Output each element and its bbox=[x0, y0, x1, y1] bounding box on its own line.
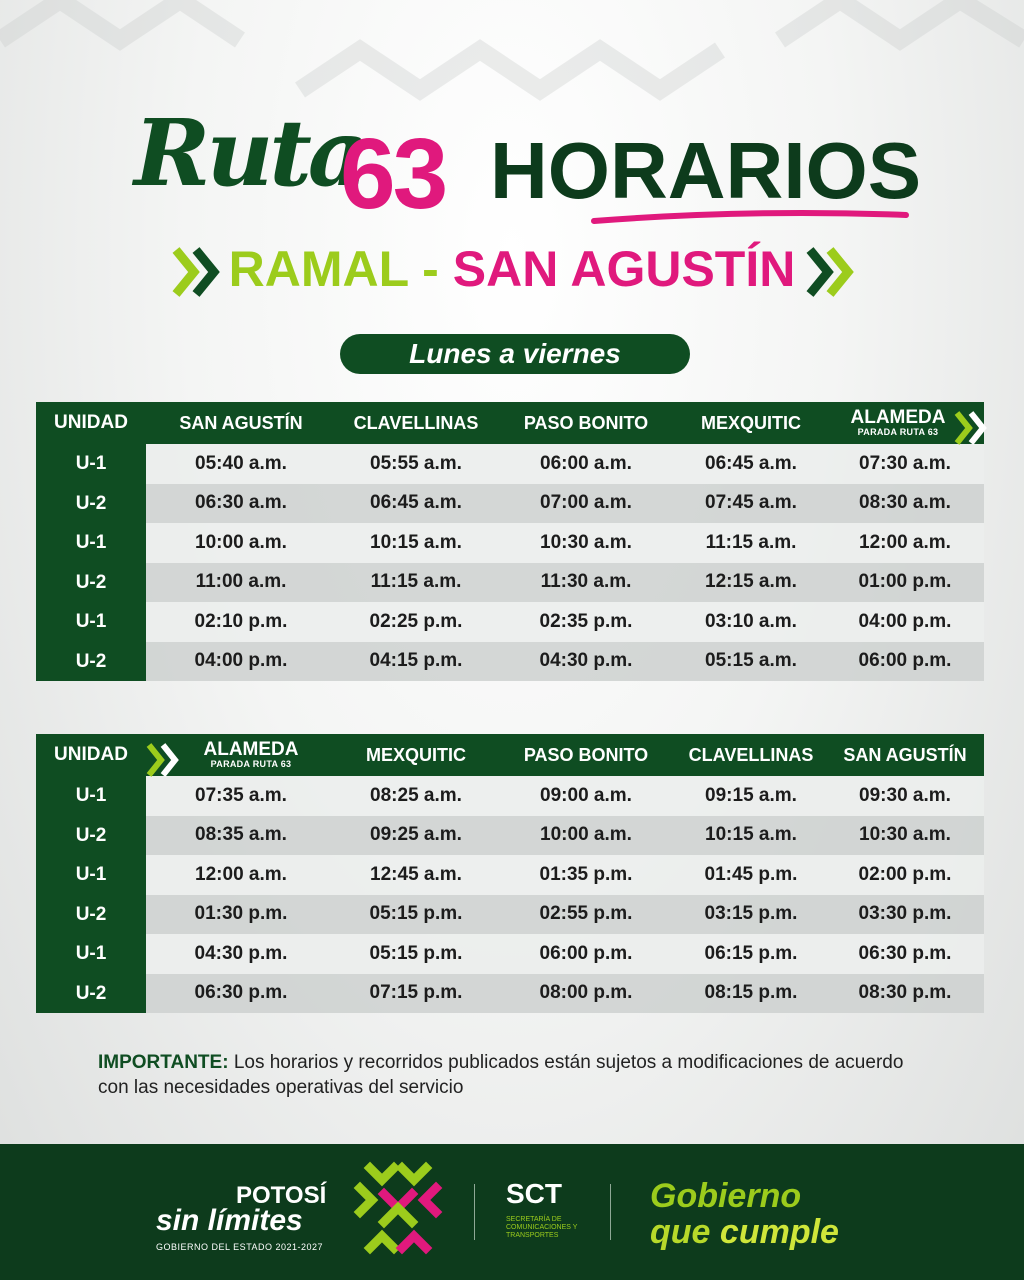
sin-limites-logo-text: sin límites bbox=[156, 1204, 303, 1237]
table-row bbox=[146, 642, 984, 682]
time-cell: 05:40 a.m. bbox=[195, 452, 287, 474]
time-cell: 03:10 a.m. bbox=[705, 610, 797, 632]
time-cell: 08:25 a.m. bbox=[370, 784, 462, 806]
time-cell: 06:30 p.m. bbox=[194, 982, 288, 1004]
time-cell: 07:00 a.m. bbox=[540, 492, 632, 514]
time-cell: 12:00 a.m. bbox=[859, 531, 951, 553]
time-cell: 04:30 p.m. bbox=[539, 650, 633, 672]
table-body bbox=[36, 444, 984, 681]
time-cell: 09:25 a.m. bbox=[370, 824, 462, 846]
time-cell: 10:30 a.m. bbox=[859, 824, 951, 846]
table-row bbox=[146, 934, 984, 974]
unit-cell: U-2 bbox=[75, 824, 107, 846]
unit-cell: U-1 bbox=[75, 532, 107, 553]
time-cell: 02:25 p.m. bbox=[369, 610, 463, 632]
time-cell: 01:30 p.m. bbox=[194, 903, 288, 925]
schedule-table-return bbox=[36, 734, 984, 1013]
subtitle bbox=[0, 240, 1024, 298]
column-header: SAN AGUSTÍN bbox=[843, 744, 967, 765]
time-cell: 07:35 a.m. bbox=[195, 784, 287, 806]
time-cell: 06:15 p.m. bbox=[704, 942, 798, 964]
time-cell: 06:00 p.m. bbox=[539, 942, 633, 964]
time-cell: 09:00 a.m. bbox=[540, 784, 632, 806]
time-cell: 03:30 p.m. bbox=[858, 903, 952, 925]
time-cell: 12:45 a.m. bbox=[370, 863, 462, 885]
potosi-logo-text: POTOSÍ bbox=[236, 1182, 327, 1209]
time-cell: 06:00 a.m. bbox=[540, 452, 632, 474]
subtitle-dash: - bbox=[422, 241, 439, 297]
time-cell: 07:45 a.m. bbox=[705, 492, 797, 514]
column-header: MEXQUITIC bbox=[700, 412, 801, 433]
time-cell: 04:15 p.m. bbox=[369, 650, 463, 672]
time-cell: 06:45 a.m. bbox=[705, 452, 797, 474]
divider bbox=[474, 1184, 475, 1240]
potosi-emblem-icon bbox=[350, 1158, 446, 1258]
que-text: que bbox=[650, 1213, 711, 1251]
subtitle-san-agustin: SAN AGUSTÍN bbox=[452, 241, 796, 297]
table-header bbox=[36, 402, 984, 444]
chevron-right-icon bbox=[806, 244, 856, 300]
time-cell: 04:00 p.m. bbox=[858, 610, 952, 632]
time-cell: 08:30 a.m. bbox=[859, 492, 951, 514]
time-cell: 12:00 a.m. bbox=[195, 863, 287, 885]
time-cell: 04:00 p.m. bbox=[194, 650, 288, 672]
unit-column bbox=[36, 444, 146, 681]
time-cell: 12:15 a.m. bbox=[705, 571, 797, 593]
table-body bbox=[36, 776, 984, 1013]
table-row bbox=[146, 444, 984, 484]
notice-label: IMPORTANTE: bbox=[98, 1052, 229, 1073]
time-cell: 02:35 p.m. bbox=[539, 610, 633, 632]
unit-cell: U-1 bbox=[75, 943, 107, 964]
notice-text: Los horarios y recorridos publicados están sujetos a modificaciones de acuerdo con las necesidades operativas del servicio bbox=[98, 1052, 904, 1098]
time-cell: 08:15 p.m. bbox=[704, 982, 798, 1004]
title-script: Ruta bbox=[134, 99, 364, 207]
table-row bbox=[146, 816, 984, 856]
time-cell: 04:30 p.m. bbox=[194, 942, 288, 964]
time-cell: 10:15 a.m. bbox=[705, 824, 797, 846]
sct-subtitle: SECRETARÍA DE COMUNICACIONES Y TRANSPORTES bbox=[506, 1216, 578, 1239]
column-header-alameda: ALAMEDA PARADA RUTA 63 bbox=[146, 741, 336, 769]
table-row bbox=[146, 895, 984, 935]
time-cell: 01:45 p.m. bbox=[704, 863, 798, 885]
unit-cell: U-2 bbox=[75, 903, 107, 925]
time-cell: 03:15 p.m. bbox=[704, 903, 798, 925]
title bbox=[130, 95, 930, 235]
time-cell: 08:35 a.m. bbox=[195, 824, 287, 846]
time-cell: 09:30 a.m. bbox=[859, 784, 951, 806]
time-cell: 06:00 p.m. bbox=[858, 650, 952, 672]
footer bbox=[0, 1144, 1024, 1280]
time-cell: 05:15 p.m. bbox=[369, 903, 463, 925]
title-number: 63 bbox=[340, 118, 446, 230]
time-cell: 05:55 a.m. bbox=[370, 452, 462, 474]
column-header: PASO BONITO bbox=[523, 744, 649, 765]
title-underline bbox=[590, 203, 910, 227]
subtitle-ramal: RAMAL bbox=[228, 241, 409, 297]
time-cell: 10:15 a.m. bbox=[370, 531, 462, 553]
time-cell: 02:10 p.m. bbox=[194, 610, 288, 632]
gobierno-que-cumple-logo bbox=[650, 1178, 839, 1250]
sct-logo-text: SCT bbox=[506, 1178, 562, 1209]
chevron-right-icon bbox=[146, 740, 180, 780]
header bbox=[0, 0, 1024, 330]
table-row bbox=[146, 484, 984, 524]
unit-cell: U-2 bbox=[75, 650, 107, 672]
time-cell: 07:15 p.m. bbox=[369, 982, 463, 1004]
time-cell: 02:55 p.m. bbox=[539, 903, 633, 925]
time-cell: 11:30 a.m. bbox=[540, 571, 632, 593]
gobierno-estado-text: GOBIERNO DEL ESTADO 2021-2027 bbox=[156, 1242, 324, 1252]
schedule-table-outbound bbox=[36, 402, 984, 681]
time-cell: 11:00 a.m. bbox=[195, 571, 287, 593]
cumple-text: cumple bbox=[719, 1213, 839, 1251]
time-cell: 08:00 p.m. bbox=[539, 982, 633, 1004]
table-row bbox=[146, 776, 984, 816]
table-row bbox=[146, 523, 984, 563]
unit-cell: U-1 bbox=[75, 611, 107, 632]
column-header: SAN AGUSTÍN bbox=[179, 412, 303, 433]
time-cell: 05:15 a.m. bbox=[705, 650, 797, 672]
time-cell: 05:15 p.m. bbox=[369, 942, 463, 964]
time-cell: 01:00 p.m. bbox=[858, 571, 952, 593]
time-cell: 06:45 a.m. bbox=[370, 492, 462, 514]
table-row bbox=[146, 602, 984, 642]
divider bbox=[610, 1184, 611, 1240]
time-cell: 09:15 a.m. bbox=[705, 784, 797, 806]
time-cell: 07:30 a.m. bbox=[859, 452, 951, 474]
gobierno-text: Gobierno bbox=[650, 1177, 802, 1215]
unit-header: UNIDAD bbox=[54, 744, 128, 765]
table-row bbox=[146, 974, 984, 1014]
column-header: PASO BONITO bbox=[523, 412, 649, 433]
column-header: CLAVELLINAS bbox=[688, 744, 814, 765]
unit-cell: U-2 bbox=[75, 492, 107, 514]
unit-cell: U-2 bbox=[75, 982, 107, 1004]
unit-cell: U-2 bbox=[75, 571, 107, 593]
time-cell: 01:35 p.m. bbox=[539, 863, 633, 885]
time-cell: 08:30 p.m. bbox=[858, 982, 952, 1004]
column-header-alameda: ALAMEDA PARADA RUTA 63 bbox=[826, 409, 984, 437]
time-cell: 02:00 p.m. bbox=[858, 863, 952, 885]
chevron-right-icon bbox=[954, 408, 988, 448]
table-row bbox=[146, 563, 984, 603]
days-label: Lunes a viernes bbox=[340, 334, 690, 374]
column-header: MEXQUITIC bbox=[365, 744, 466, 765]
time-cell: 10:00 a.m. bbox=[540, 824, 632, 846]
table-header bbox=[36, 734, 984, 776]
column-header: CLAVELLINAS bbox=[353, 412, 479, 433]
unit-cell: U-1 bbox=[75, 785, 107, 806]
unit-column bbox=[36, 776, 146, 1013]
unit-header: UNIDAD bbox=[54, 412, 128, 433]
time-cell: 10:00 a.m. bbox=[195, 531, 287, 553]
unit-cell: U-1 bbox=[75, 864, 107, 885]
time-cell: 06:30 p.m. bbox=[858, 942, 952, 964]
time-cell: 06:30 a.m. bbox=[195, 492, 287, 514]
unit-cell: U-1 bbox=[75, 453, 107, 474]
title-word: HORARIOS bbox=[490, 126, 922, 215]
table-row bbox=[146, 855, 984, 895]
time-cell: 10:30 a.m. bbox=[540, 531, 632, 553]
time-cell: 11:15 a.m. bbox=[705, 531, 797, 553]
notice bbox=[98, 1050, 938, 1100]
time-cell: 11:15 a.m. bbox=[370, 571, 462, 593]
